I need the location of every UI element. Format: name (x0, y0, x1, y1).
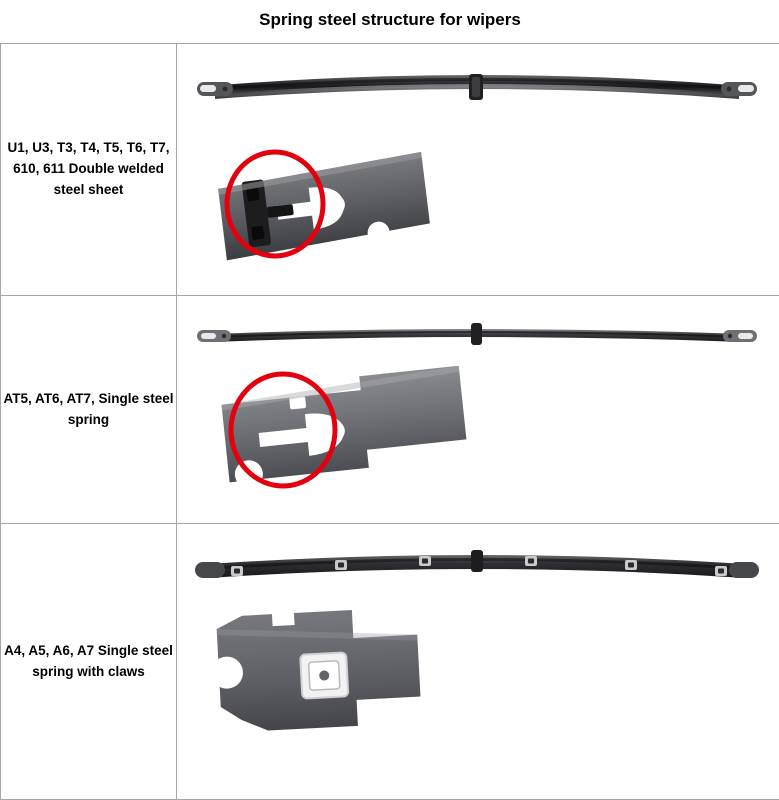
claw (419, 556, 431, 566)
image-stage (177, 524, 779, 799)
claw (231, 566, 243, 576)
claw (715, 566, 727, 576)
table-row (1, 296, 779, 524)
single-steel-spring-with-claws-photo (195, 546, 759, 594)
row-image-cell-single-spring (177, 296, 779, 524)
row-image-cell-spring-with-claws (177, 524, 779, 800)
table-title-cell (1, 1, 779, 44)
table-title-row (1, 1, 779, 44)
claw (625, 560, 637, 570)
blade-end-cap-left (197, 82, 233, 96)
claw (525, 556, 537, 566)
blade-centre-connector (471, 550, 483, 572)
row-label-spring-with-claws: A4, A5, A6, A7 Single steel spring with claws (1, 524, 177, 800)
page-title: Spring steel structure for wipers (259, 10, 521, 29)
single-steel-spring-detail-photo (215, 366, 475, 498)
table-row (1, 524, 779, 800)
image-stage (177, 44, 779, 295)
blade-centre-connector (469, 74, 483, 100)
blade-end-cap-left (197, 330, 231, 342)
single-steel-spring-photo (195, 320, 759, 356)
blade-end-cap-right (729, 562, 759, 578)
claw (335, 560, 347, 570)
blade-end-cap-left (195, 562, 225, 578)
row-label-double-welded: U1, U3, T3, T4, T5, T6, T7, 610, 611 Double welded steel sheet (1, 44, 177, 296)
double-welded-steel-sheet-detail-photo (215, 142, 435, 270)
row-label-single-spring: AT5, AT6, AT7, Single steel spring (1, 296, 177, 524)
row-image-cell-double-welded (177, 44, 779, 296)
double-welded-steel-sheet-photo (195, 66, 759, 114)
blade-end-cap-right (721, 82, 757, 96)
blade-centre-connector (471, 323, 482, 345)
table-row (1, 44, 779, 296)
single-steel-spring-with-claws-detail-photo (205, 606, 425, 736)
blade-end-cap-right (723, 330, 757, 342)
image-stage (177, 296, 779, 523)
